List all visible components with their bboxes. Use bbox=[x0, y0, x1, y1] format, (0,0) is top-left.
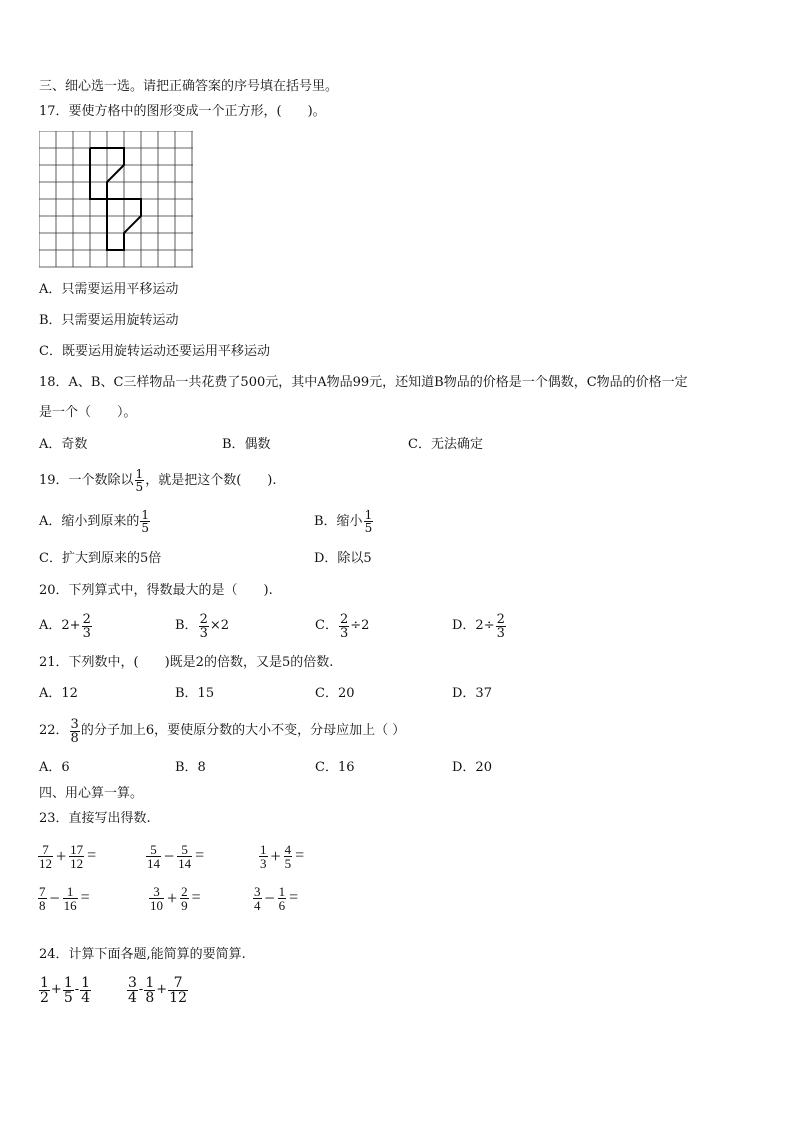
q17-option-a: A．只需要运用平移运动 bbox=[39, 282, 179, 297]
q20-option-c: C． $\frac{2}{3}$ ÷2 bbox=[315, 611, 370, 641]
q20-c-fraction: $\frac{2}{3}$ bbox=[339, 611, 349, 641]
q17-stem: 17．要使方格中的图形变成一个正方形，( )。 bbox=[39, 104, 326, 119]
q22-option-a: A．6 bbox=[39, 760, 70, 775]
q21-stem: 21．下列数中，( )既是2的倍数，又是5的倍数. bbox=[39, 655, 334, 670]
q20-d-fraction: $\frac{2}{3}$ bbox=[496, 611, 505, 641]
q23-expr-4: $\frac{7}{8}$ − $\frac{1}{16}$ = bbox=[39, 883, 90, 913]
q19-stem bbox=[39, 466, 276, 496]
q23-expr-1: $\frac{7}{12}$ + $\frac{17}{12}$ = bbox=[39, 841, 97, 871]
section-4-heading: 四、用心算一算。 bbox=[39, 786, 144, 801]
q17-option-c: C．既要运用旋转运动还要运用平移运动 bbox=[39, 344, 270, 359]
q19-option-c: C．扩大到原来的5倍 bbox=[39, 551, 162, 566]
q22-stem: 22． $\frac{3}{8}$ 的分子加上6，要使原分数的大小不变，分母应加上（ ） bbox=[39, 716, 406, 746]
q18-option-c: C．无法确定 bbox=[408, 437, 483, 452]
q24-stem: 24．计算下面各题,能简算的要简算. bbox=[39, 947, 246, 962]
q17-grid-figure bbox=[39, 131, 194, 270]
q23-expr-3: $\frac{1}{3}$ + $\frac{4}{5}$ = bbox=[260, 841, 305, 871]
q18-stem-line2: 是一个（ ）。 bbox=[39, 405, 137, 420]
q19-option-a: A．缩小到原来的 $\frac{1}{5}$ bbox=[39, 508, 150, 535]
q20-option-b: B． $\frac{2}{3}$ ×2 bbox=[175, 611, 230, 641]
q19-stem-post: ，就是把这个数( ). bbox=[145, 473, 277, 488]
q20-b-fraction: $\frac{2}{3}$ bbox=[199, 611, 208, 641]
q19-fraction: $\frac{1}{5}$ bbox=[135, 467, 144, 494]
q20-a-fraction: $\frac{2}{3}$ bbox=[82, 611, 91, 641]
q20-option-d: D．2÷ $\frac{2}{3}$ bbox=[452, 611, 505, 641]
q18-option-b: B．偶数 bbox=[222, 437, 271, 452]
q18-option-a: A．奇数 bbox=[39, 437, 88, 452]
q24-expr-1: $\frac{1}{2}$ + $\frac{1}{5}$ - $\frac{1}{4}$ bbox=[40, 974, 91, 1006]
q23-stem: 23．直接写出得数. bbox=[39, 811, 151, 826]
q23-expr-6: $\frac{3}{4}$ − $\frac{1}{6}$ = bbox=[254, 883, 299, 913]
q22-option-d: D．20 bbox=[452, 760, 492, 775]
q21-option-b: B．15 bbox=[175, 686, 215, 701]
q24-expr-2: $\frac{3}{4}$ - $\frac{1}{8}$ + $\frac{7}{12}$ bbox=[128, 974, 187, 1006]
q21-option-a: A．12 bbox=[39, 686, 78, 701]
q17-option-b: B．只需要运用旋转运动 bbox=[39, 313, 179, 328]
q23-expr-5: $\frac{3}{10}$ + $\frac{2}{9}$ = bbox=[150, 883, 201, 913]
q21-option-d: D．37 bbox=[452, 686, 492, 701]
q19-option-b: B．缩小 $\frac{1}{5}$ bbox=[314, 508, 373, 535]
q22-option-c: C．16 bbox=[315, 760, 355, 775]
q19-a-fraction: $\frac{1}{5}$ bbox=[141, 508, 150, 535]
q19-b-fraction: $\frac{1}{5}$ bbox=[364, 508, 373, 535]
q20-option-a: A．2+ $\frac{2}{3}$ bbox=[39, 611, 91, 641]
q21-option-c: C．20 bbox=[315, 686, 355, 701]
section-3-heading: 三、细心选一选。请把正确答案的序号填在括号里。 bbox=[39, 79, 339, 94]
q23-expr-2: $\frac{5}{14}$ − $\frac{5}{14}$ = bbox=[147, 841, 205, 871]
q22-fraction: $\frac{3}{8}$ bbox=[70, 716, 79, 746]
q22-option-b: B．8 bbox=[175, 760, 206, 775]
q19-option-d: D．除以5 bbox=[314, 551, 372, 566]
q20-stem: 20．下列算式中，得数最大的是（ ). bbox=[39, 583, 273, 598]
q19-stem-pre: 19．一个数除以 bbox=[39, 473, 134, 488]
q18-stem-line1: 18．A、B、C三样物品一共花费了500元，其中A物品99元，还知道B物品的价格是一个偶数，C物品的价格一定 bbox=[39, 375, 688, 390]
